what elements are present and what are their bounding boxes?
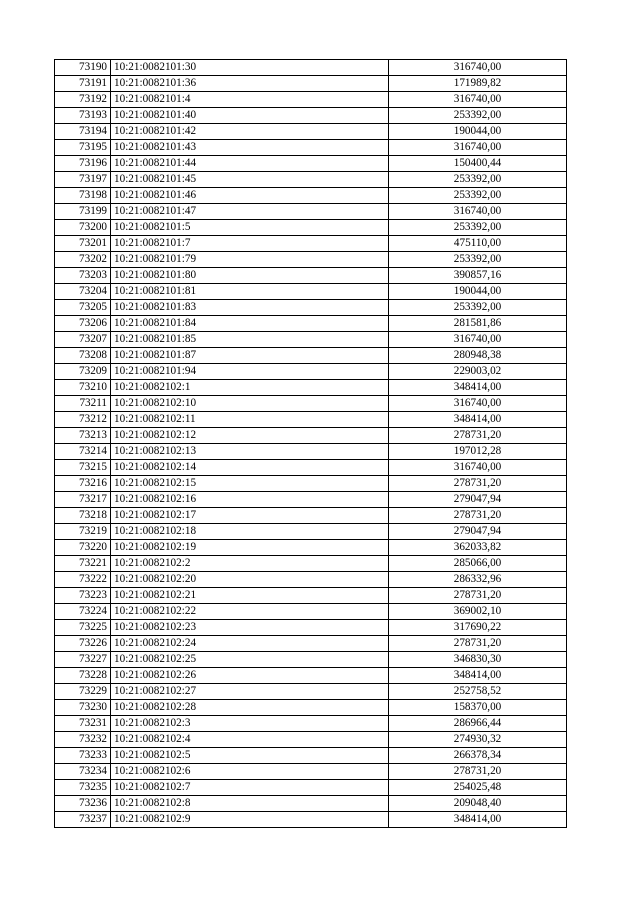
table-row: [55, 700, 567, 716]
cadastral-number-cell: 10:21:0082102:11: [111, 412, 389, 428]
cadastral-number-cell: 10:21:0082101:42: [111, 124, 389, 140]
table-row: [55, 284, 567, 300]
value-cell: 253392,00: [389, 188, 567, 204]
row-number-cell: 73194: [55, 124, 111, 140]
value-cell: 316740,00: [389, 332, 567, 348]
cadastral-number-cell: 10:21:0082101:94: [111, 364, 389, 380]
value-cell: 316740,00: [389, 92, 567, 108]
value-cell: 281581,86: [389, 316, 567, 332]
table-row: [55, 572, 567, 588]
table-row: [55, 92, 567, 108]
row-number-cell: 73231: [55, 716, 111, 732]
row-number-cell: 73225: [55, 620, 111, 636]
row-number-cell: 73203: [55, 268, 111, 284]
value-cell: 346830,30: [389, 652, 567, 668]
row-number-cell: 73202: [55, 252, 111, 268]
row-number-cell: 73217: [55, 492, 111, 508]
value-cell: 362033,82: [389, 540, 567, 556]
value-cell: 278731,20: [389, 588, 567, 604]
table-row: [55, 156, 567, 172]
table-row: [55, 108, 567, 124]
table-row: [55, 252, 567, 268]
row-number-cell: 73226: [55, 636, 111, 652]
table-row: [55, 412, 567, 428]
value-cell: 253392,00: [389, 108, 567, 124]
cadastral-number-cell: 10:21:0082102:28: [111, 700, 389, 716]
value-cell: 278731,20: [389, 428, 567, 444]
cadastral-value-table: [54, 59, 567, 828]
row-number-cell: 73219: [55, 524, 111, 540]
row-number-cell: 73229: [55, 684, 111, 700]
table-row: [55, 636, 567, 652]
value-cell: 286332,96: [389, 572, 567, 588]
table-row: [55, 652, 567, 668]
cadastral-number-cell: 10:21:0082101:81: [111, 284, 389, 300]
row-number-cell: 73209: [55, 364, 111, 380]
cadastral-number-cell: 10:21:0082102:10: [111, 396, 389, 412]
cadastral-number-cell: 10:21:0082101:85: [111, 332, 389, 348]
cadastral-number-cell: 10:21:0082102:5: [111, 748, 389, 764]
value-cell: 285066,00: [389, 556, 567, 572]
row-number-cell: 73237: [55, 812, 111, 828]
table-row: [55, 796, 567, 812]
table-row: [55, 428, 567, 444]
row-number-cell: 73215: [55, 460, 111, 476]
cadastral-number-cell: 10:21:0082102:12: [111, 428, 389, 444]
value-cell: 280948,38: [389, 348, 567, 364]
table-row: [55, 188, 567, 204]
value-cell: 229003,02: [389, 364, 567, 380]
cadastral-number-cell: 10:21:0082102:18: [111, 524, 389, 540]
cadastral-number-cell: 10:21:0082101:43: [111, 140, 389, 156]
value-cell: 316740,00: [389, 396, 567, 412]
row-number-cell: 73227: [55, 652, 111, 668]
cadastral-number-cell: 10:21:0082102:14: [111, 460, 389, 476]
row-number-cell: 73205: [55, 300, 111, 316]
row-number-cell: 73198: [55, 188, 111, 204]
value-cell: 190044,00: [389, 124, 567, 140]
value-cell: 369002,10: [389, 604, 567, 620]
row-number-cell: 73216: [55, 476, 111, 492]
row-number-cell: 73223: [55, 588, 111, 604]
table-row: [55, 716, 567, 732]
row-number-cell: 73218: [55, 508, 111, 524]
row-number-cell: 73191: [55, 76, 111, 92]
row-number-cell: 73212: [55, 412, 111, 428]
cadastral-number-cell: 10:21:0082102:7: [111, 780, 389, 796]
cadastral-number-cell: 10:21:0082102:21: [111, 588, 389, 604]
row-number-cell: 73195: [55, 140, 111, 156]
cadastral-number-cell: 10:21:0082102:19: [111, 540, 389, 556]
cadastral-number-cell: 10:21:0082101:83: [111, 300, 389, 316]
value-cell: 348414,00: [389, 812, 567, 828]
table-row: [55, 620, 567, 636]
table-row: [55, 60, 567, 76]
value-cell: 348414,00: [389, 380, 567, 396]
table-row: [55, 604, 567, 620]
cadastral-number-cell: 10:21:0082102:26: [111, 668, 389, 684]
table-row: [55, 396, 567, 412]
row-number-cell: 73211: [55, 396, 111, 412]
cadastral-number-cell: 10:21:0082101:40: [111, 108, 389, 124]
cadastral-number-cell: 10:21:0082101:46: [111, 188, 389, 204]
value-cell: 197012,28: [389, 444, 567, 460]
value-cell: 253392,00: [389, 252, 567, 268]
cadastral-number-cell: 10:21:0082101:5: [111, 220, 389, 236]
value-cell: 150400,44: [389, 156, 567, 172]
table-row: [55, 684, 567, 700]
value-cell: 253392,00: [389, 172, 567, 188]
cadastral-number-cell: 10:21:0082102:25: [111, 652, 389, 668]
row-number-cell: 73197: [55, 172, 111, 188]
value-cell: 252758,52: [389, 684, 567, 700]
row-number-cell: 73236: [55, 796, 111, 812]
table-row: [55, 348, 567, 364]
table-row: [55, 476, 567, 492]
value-cell: 253392,00: [389, 220, 567, 236]
value-cell: 390857,16: [389, 268, 567, 284]
row-number-cell: 73234: [55, 764, 111, 780]
row-number-cell: 73222: [55, 572, 111, 588]
row-number-cell: 73192: [55, 92, 111, 108]
cadastral-number-cell: 10:21:0082101:4: [111, 92, 389, 108]
cadastral-number-cell: 10:21:0082102:2: [111, 556, 389, 572]
table-row: [55, 380, 567, 396]
row-number-cell: 73210: [55, 380, 111, 396]
cadastral-number-cell: 10:21:0082102:9: [111, 812, 389, 828]
row-number-cell: 73196: [55, 156, 111, 172]
row-number-cell: 73220: [55, 540, 111, 556]
cadastral-number-cell: 10:21:0082102:22: [111, 604, 389, 620]
cadastral-number-cell: 10:21:0082102:3: [111, 716, 389, 732]
table-row: [55, 204, 567, 220]
cadastral-number-cell: 10:21:0082101:47: [111, 204, 389, 220]
cadastral-number-cell: 10:21:0082102:24: [111, 636, 389, 652]
value-cell: 279047,94: [389, 524, 567, 540]
row-number-cell: 73208: [55, 348, 111, 364]
value-cell: 316740,00: [389, 60, 567, 76]
table-row: [55, 812, 567, 828]
table-row: [55, 556, 567, 572]
cadastral-number-cell: 10:21:0082101:30: [111, 60, 389, 76]
cadastral-number-cell: 10:21:0082102:15: [111, 476, 389, 492]
value-cell: 266378,34: [389, 748, 567, 764]
value-cell: 316740,00: [389, 140, 567, 156]
table-row: [55, 172, 567, 188]
value-cell: 158370,00: [389, 700, 567, 716]
cadastral-number-cell: 10:21:0082102:13: [111, 444, 389, 460]
table-row: [55, 76, 567, 92]
table-row: [55, 764, 567, 780]
row-number-cell: 73193: [55, 108, 111, 124]
table-row: [55, 748, 567, 764]
table-row: [55, 300, 567, 316]
cadastral-number-cell: 10:21:0082102:6: [111, 764, 389, 780]
cadastral-number-cell: 10:21:0082101:45: [111, 172, 389, 188]
cadastral-number-cell: 10:21:0082102:1: [111, 380, 389, 396]
value-cell: 286966,44: [389, 716, 567, 732]
value-cell: 209048,40: [389, 796, 567, 812]
table-row: [55, 588, 567, 604]
table-body: [55, 60, 567, 828]
cadastral-number-cell: 10:21:0082102:16: [111, 492, 389, 508]
table-row: [55, 540, 567, 556]
row-number-cell: 73228: [55, 668, 111, 684]
row-number-cell: 73201: [55, 236, 111, 252]
table-row: [55, 364, 567, 380]
table-row: [55, 492, 567, 508]
value-cell: 278731,20: [389, 476, 567, 492]
value-cell: 278731,20: [389, 764, 567, 780]
table-row: [55, 140, 567, 156]
value-cell: 253392,00: [389, 300, 567, 316]
value-cell: 171989,82: [389, 76, 567, 92]
row-number-cell: 73204: [55, 284, 111, 300]
cadastral-number-cell: 10:21:0082101:87: [111, 348, 389, 364]
value-cell: 316740,00: [389, 460, 567, 476]
table-row: [55, 668, 567, 684]
table-row: [55, 268, 567, 284]
cadastral-number-cell: 10:21:0082102:20: [111, 572, 389, 588]
value-cell: 317690,22: [389, 620, 567, 636]
row-number-cell: 73214: [55, 444, 111, 460]
row-number-cell: 73221: [55, 556, 111, 572]
table-row: [55, 508, 567, 524]
table-row: [55, 444, 567, 460]
cadastral-number-cell: 10:21:0082101:44: [111, 156, 389, 172]
cadastral-number-cell: 10:21:0082101:79: [111, 252, 389, 268]
table-row: [55, 780, 567, 796]
table-row: [55, 124, 567, 140]
value-cell: 316740,00: [389, 204, 567, 220]
value-cell: 278731,20: [389, 636, 567, 652]
cadastral-number-cell: 10:21:0082101:80: [111, 268, 389, 284]
row-number-cell: 73230: [55, 700, 111, 716]
table-row: [55, 236, 567, 252]
cadastral-number-cell: 10:21:0082102:4: [111, 732, 389, 748]
value-cell: 348414,00: [389, 412, 567, 428]
row-number-cell: 73206: [55, 316, 111, 332]
cadastral-number-cell: 10:21:0082102:8: [111, 796, 389, 812]
value-cell: 190044,00: [389, 284, 567, 300]
cadastral-number-cell: 10:21:0082102:27: [111, 684, 389, 700]
cadastral-number-cell: 10:21:0082102:23: [111, 620, 389, 636]
row-number-cell: 73199: [55, 204, 111, 220]
row-number-cell: 73233: [55, 748, 111, 764]
table-row: [55, 316, 567, 332]
value-cell: 348414,00: [389, 668, 567, 684]
cadastral-number-cell: 10:21:0082101:7: [111, 236, 389, 252]
row-number-cell: 73232: [55, 732, 111, 748]
row-number-cell: 73224: [55, 604, 111, 620]
value-cell: 279047,94: [389, 492, 567, 508]
cadastral-number-cell: 10:21:0082101:36: [111, 76, 389, 92]
cadastral-number-cell: 10:21:0082102:17: [111, 508, 389, 524]
value-cell: 254025,48: [389, 780, 567, 796]
value-cell: 278731,20: [389, 508, 567, 524]
value-cell: 475110,00: [389, 236, 567, 252]
table-row: [55, 524, 567, 540]
table-row: [55, 460, 567, 476]
table-row: [55, 732, 567, 748]
row-number-cell: 73207: [55, 332, 111, 348]
row-number-cell: 73190: [55, 60, 111, 76]
row-number-cell: 73200: [55, 220, 111, 236]
cadastral-number-cell: 10:21:0082101:84: [111, 316, 389, 332]
table-row: [55, 332, 567, 348]
value-cell: 274930,32: [389, 732, 567, 748]
table-row: [55, 220, 567, 236]
row-number-cell: 73235: [55, 780, 111, 796]
row-number-cell: 73213: [55, 428, 111, 444]
